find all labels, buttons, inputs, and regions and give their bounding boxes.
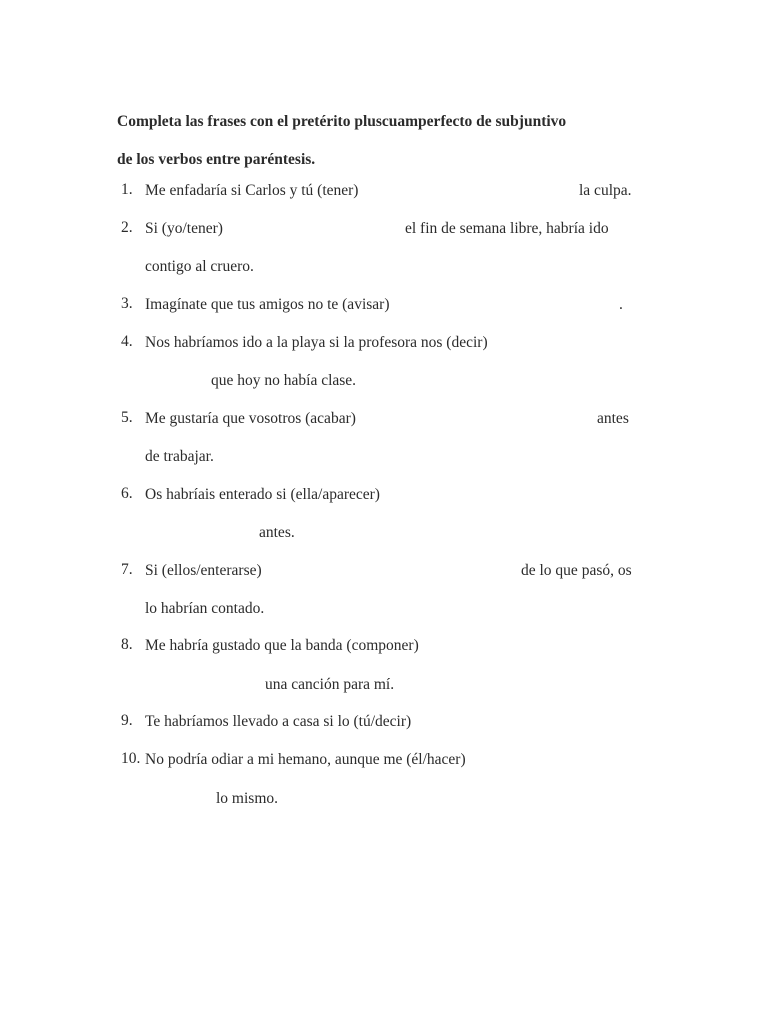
exercise-number: 3. bbox=[121, 295, 133, 312]
exercise-number: 10. bbox=[121, 750, 141, 767]
exercise-number: 1. bbox=[121, 181, 133, 198]
exercise-text: Me enfadaría si Carlos y tú (tener) bbox=[145, 182, 359, 199]
exercise-text: una canción para mí. bbox=[265, 676, 395, 693]
exercise-text: . bbox=[619, 296, 623, 313]
exercise-text: antes. bbox=[259, 524, 295, 541]
exercise-text: Os habríais enterado si (ella/aparecer) bbox=[145, 486, 380, 503]
exercise-text: No podría odiar a mi hemano, aunque me (él/hacer) bbox=[145, 751, 466, 768]
exercise-number: 5. bbox=[121, 409, 133, 426]
exercise-text: Si (yo/tener) bbox=[145, 220, 223, 237]
instructions-line-1: Completa las frases con el pretérito pluscuamperfecto de subjuntivo bbox=[117, 113, 567, 130]
exercise-text: Me habría gustado que la banda (componer) bbox=[145, 637, 419, 654]
exercise-text: de lo que pasó, os bbox=[521, 562, 632, 579]
exercise-text: antes bbox=[597, 410, 629, 427]
exercise-text: que hoy no había clase. bbox=[211, 372, 357, 389]
exercise-text: el fin de semana libre, habría ido bbox=[405, 220, 609, 237]
exercise-number: 7. bbox=[121, 561, 133, 578]
exercise-text: lo mismo. bbox=[216, 790, 279, 807]
exercise-text: Nos habríamos ido a la playa si la profesora nos (decir) bbox=[145, 334, 488, 351]
exercise-text: Imagínate que tus amigos no te (avisar) bbox=[145, 296, 390, 313]
exercise-text: de trabajar. bbox=[145, 448, 214, 465]
exercise-number: 4. bbox=[121, 333, 133, 350]
exercise-text: contigo al cruero. bbox=[145, 258, 254, 275]
exercise-text: Te habríamos llevado a casa si lo (tú/decir) bbox=[145, 713, 412, 730]
exercise-text: Me gustaría que vosotros (acabar) bbox=[145, 410, 356, 427]
instructions bbox=[117, 103, 677, 179]
exercise-text: la culpa. bbox=[579, 182, 632, 199]
exercise-text: Si (ellos/enterarse) bbox=[145, 562, 262, 579]
exercise-number: 2. bbox=[121, 219, 133, 236]
exercise-number: 9. bbox=[121, 712, 133, 729]
exercise-number: 6. bbox=[121, 485, 133, 502]
exercise-number: 8. bbox=[121, 636, 133, 653]
exercise-text: lo habrían contado. bbox=[145, 600, 265, 617]
instructions-line-2: de los verbos entre paréntesis. bbox=[117, 151, 316, 168]
